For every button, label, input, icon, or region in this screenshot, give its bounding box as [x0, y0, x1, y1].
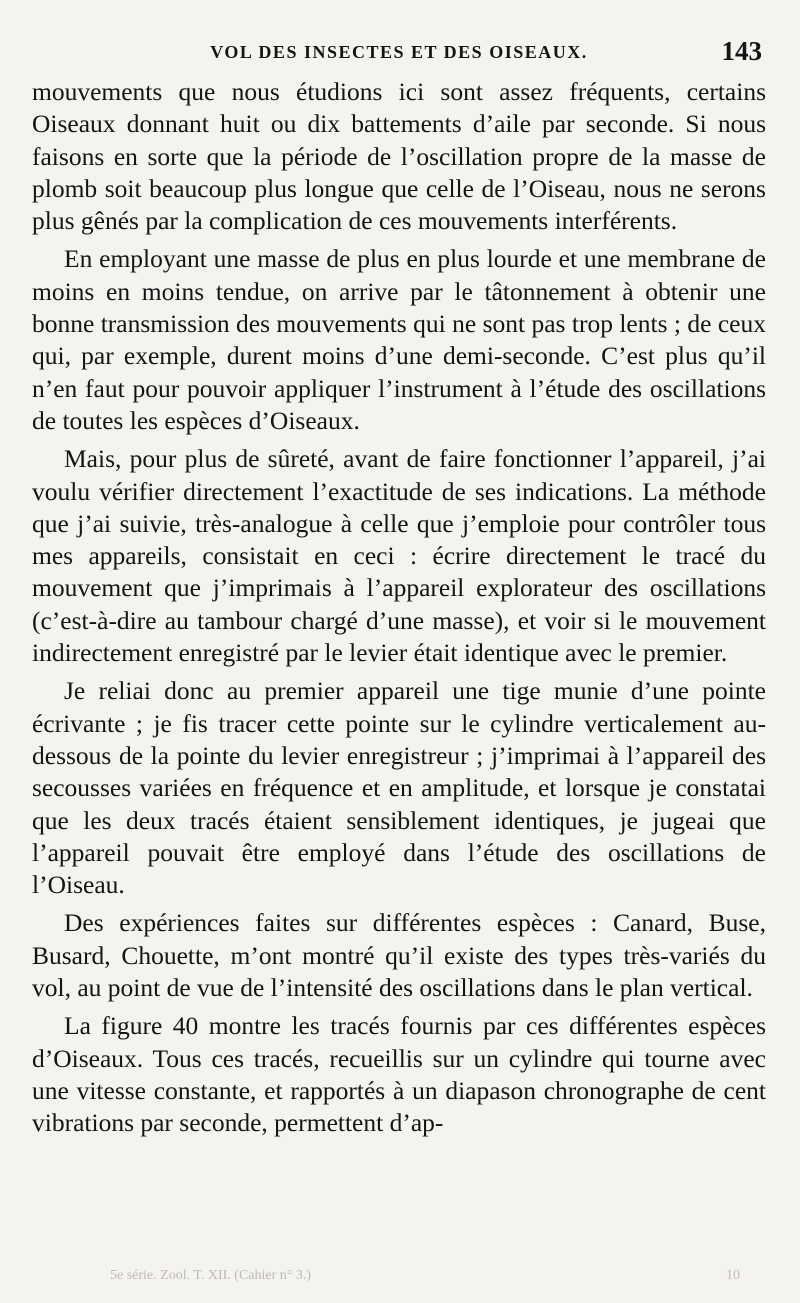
body-text	[32, 76, 766, 1140]
sheet-number: 10	[726, 1268, 740, 1283]
running-title: VOL DES INSECTES ET DES OISEAUX.	[210, 42, 588, 62]
paragraph: La figure 40 montre les tracés fournis par ces différentes espèces d’Oiseaux. Tous ces tracés, recueillis sur un cylindre qui tourne avec une vitesse constante, et rapportés à un diapason chronographe de cent vibrations par seconde, permettent d’ap-	[32, 1011, 766, 1138]
page-number: 143	[721, 36, 762, 66]
paragraph: Des expériences faites sur différentes espèces : Canard, Buse, Busard, Chouette, m’ont montré qu’il existe des types très-variés du vol, au point de vue de l’intensité des oscillations dans le plan vertical.	[32, 908, 766, 1003]
paragraph: En employant une masse de plus en plus lourde et une membrane de moins en moins tendue, on arrive par le tâtonnement à obtenir une bonne transmission des mouvements qui ne sont pas trop lents ; de ceux qui, par exemple, durent moins d’une demi-seconde. C’est plus qu’il n’en faut pour pouvoir appliquer l’instrument à l’étude des oscillations de toutes les espèces d’Oiseaux.	[32, 244, 766, 435]
signature-line	[0, 1268, 800, 1284]
paragraph: Mais, pour plus de sûreté, avant de faire fonctionner l’appareil, j’ai voulu vérifier directement l’exactitude de ses indications. La méthode que j’ai suivie, très-analogue à celle que j’emploie pour contrôler tous mes appareils, consistait en ceci : écrire directement le tracé du mouvement que j’imprimais à l’appareil explorateur des oscillations (c’est-à-dire au tambour chargé d’une masse), et voir si le mouvement indirectement enregistré par le levier était identique avec le premier.	[32, 444, 766, 668]
paragraph: Je reliai donc au premier appareil une tige munie d’une pointe écrivante ; je fis tracer cette pointe sur le cylindre verticalement au-dessous de la pointe du levier enregistreur ; j’imprimai à l’appareil des secousses variées en fréquence et en amplitude, et lorsque je constatai que les deux tracés étaient sensiblement identiques, je jugeai que l’appareil pouvait être employé dans l’étude des oscillations de l’Oiseau.	[32, 676, 766, 900]
signature-text: 5e série. Zool. T. XII. (Cahier n° 3.)	[110, 1268, 312, 1283]
running-head	[32, 36, 766, 76]
paragraph-continued: mouvements que nous étudions ici sont assez fréquents, certains Oiseaux donnant huit ou dix battements d’aile par seconde. Si nous faisons en sorte que la période de l’oscillation propre de la masse de plomb soit beaucoup plus longue que celle de l’Oiseau, nous ne serons plus gênés par la complication de ces mouvements interférents.	[32, 77, 766, 236]
